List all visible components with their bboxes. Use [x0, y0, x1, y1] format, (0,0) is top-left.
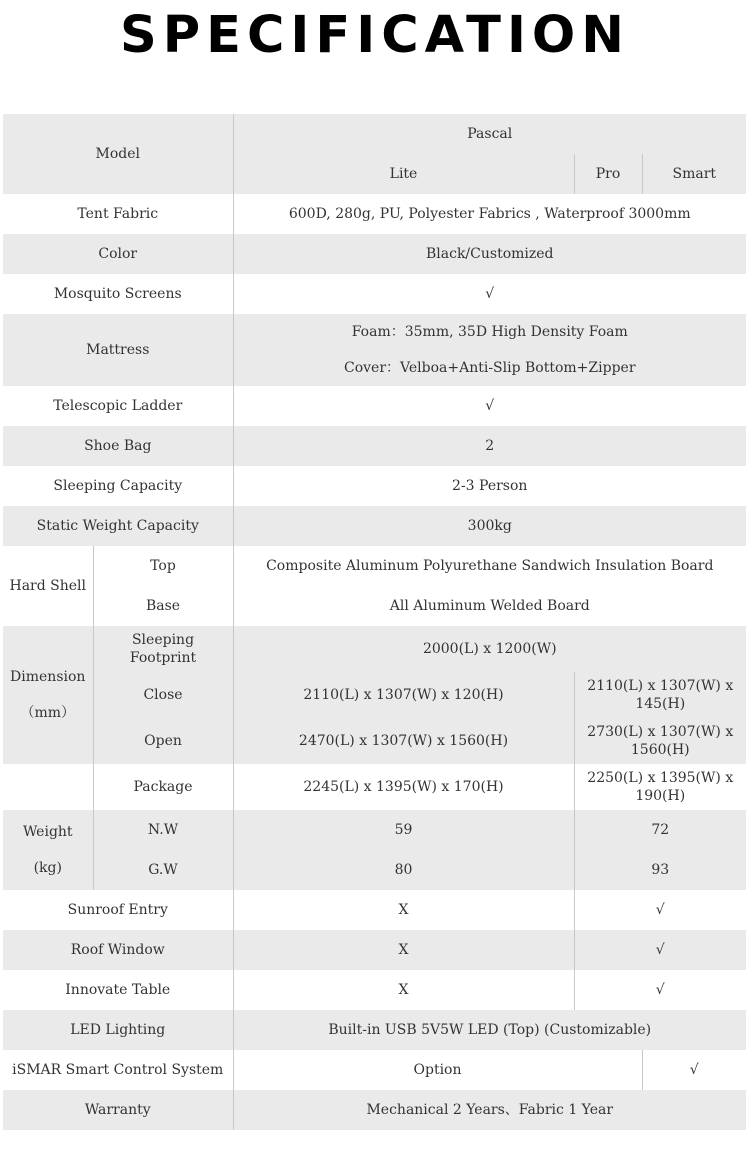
close-smart-value: 2110(L) x 1307(W) x 145(H): [574, 672, 746, 718]
tent-fabric-label: Tent Fabric: [3, 194, 233, 234]
mattress-label: Mattress: [3, 314, 233, 386]
shoe-bag-label: Shoe Bag: [3, 426, 233, 466]
mosquito-row: [3, 274, 746, 314]
check-mark: √: [485, 398, 495, 414]
innovate-table-row: [3, 970, 746, 1010]
cross-mark: X: [233, 970, 574, 1010]
check-mark: √: [655, 982, 665, 998]
shoe-bag-row: [3, 426, 746, 466]
warranty-value: Mechanical 2 Years、Fabric 1 Year: [233, 1090, 746, 1130]
warranty-label: Warranty: [3, 1090, 233, 1130]
ismar-label: iSMAR Smart Control System: [3, 1050, 233, 1090]
hard-shell-base-row: [3, 586, 746, 626]
model-name: Pascal: [233, 114, 746, 154]
led-label: LED Lighting: [3, 1010, 233, 1050]
hard-shell-top-label: Top: [93, 546, 233, 586]
gross-weight-label: G.W: [93, 850, 233, 890]
color-value: Black/Customized: [233, 234, 746, 274]
color-row: [3, 234, 746, 274]
package-smart-value: 2250(L) x 1395(W) x 190(H): [587, 770, 734, 804]
net-weight-smart: 72: [574, 810, 746, 850]
tent-fabric-value: 600D, 280g, PU, Polyester Fabrics , Waterproof 3000mm: [288, 206, 691, 222]
ismar-option-value: Option: [233, 1050, 642, 1090]
hard-shell-base-value: All Aluminum Welded Board: [389, 598, 590, 614]
package-empty-cell: [3, 764, 93, 810]
hard-shell-base-label: Base: [93, 586, 233, 626]
led-row: [3, 1010, 746, 1050]
package-label: Package: [93, 764, 233, 810]
check-mark: √: [689, 1062, 699, 1078]
sleeping-capacity-label: Sleeping Capacity: [3, 466, 233, 506]
innovate-table-label: Innovate Table: [3, 970, 233, 1010]
net-weight-row: [3, 810, 746, 850]
dimension-label: Dimension （mm）: [3, 626, 93, 764]
sleeping-capacity-row: [3, 466, 746, 506]
gross-weight-lite: 80: [233, 850, 574, 890]
mattress-row: [3, 314, 746, 386]
roof-window-label: Roof Window: [3, 930, 233, 970]
cross-mark: X: [233, 930, 574, 970]
gross-weight-row: [3, 850, 746, 890]
variant-smart: Smart: [642, 154, 746, 194]
weight-label: Weight (kg): [3, 810, 93, 890]
open-row: [3, 718, 746, 764]
static-weight-row: [3, 506, 746, 546]
package-lite-value: 2245(L) x 1395(W) x 170(H): [233, 764, 574, 810]
open-lite-value: 2470(L) x 1307(W) x 1560(H): [233, 718, 574, 764]
hard-shell-top-row: [3, 546, 746, 586]
color-label: Color: [3, 234, 233, 274]
mosquito-label: Mosquito Screens: [3, 274, 233, 314]
close-label: Close: [93, 672, 233, 718]
variant-lite: Lite: [233, 154, 574, 194]
net-weight-lite: 59: [233, 810, 574, 850]
tent-fabric-row: [3, 194, 746, 234]
package-row: [3, 764, 746, 810]
sleeping-capacity-value: 2-3 Person: [452, 478, 528, 494]
footprint-value: 2000(L) x 1200(W): [233, 626, 746, 672]
ismar-row: [3, 1050, 746, 1090]
hard-shell-label: Hard Shell: [3, 546, 93, 626]
mattress-value: [233, 314, 746, 386]
hard-shell-top-value: Composite Aluminum Polyurethane Sandwich Insulation Board: [266, 558, 714, 574]
led-value: Built-in USB 5V5W LED (Top) (Customizable): [233, 1010, 746, 1050]
open-label: Open: [93, 718, 233, 764]
variant-pro: Pro: [574, 154, 642, 194]
sunroof-label: Sunroof Entry: [3, 890, 233, 930]
net-weight-label: N.W: [93, 810, 233, 850]
open-smart-value: 2730(L) x 1307(W) x 1560(H): [574, 718, 746, 764]
model-label: Model: [3, 114, 233, 194]
check-mark: √: [485, 286, 495, 302]
mattress-cover: Cover：Velboa+Anti-Slip Bottom+Zipper: [344, 360, 636, 376]
warranty-row: [3, 1090, 746, 1130]
model-row: [3, 114, 746, 154]
roof-window-row: [3, 930, 746, 970]
close-lite-value: 2110(L) x 1307(W) x 120(H): [233, 672, 574, 718]
static-weight-label: Static Weight Capacity: [3, 506, 233, 546]
page-title: SPECIFICATION: [120, 6, 630, 65]
sunroof-row: [3, 890, 746, 930]
cross-mark: X: [233, 890, 574, 930]
gross-weight-smart: 93: [574, 850, 746, 890]
specification-table: [3, 114, 746, 1130]
footprint-row: [3, 626, 746, 672]
close-row: [3, 672, 746, 718]
footprint-label: Sleeping Footprint: [93, 626, 233, 672]
static-weight-value: 300kg: [233, 506, 746, 546]
shoe-bag-value: 2: [233, 426, 746, 466]
ladder-label: Telescopic Ladder: [3, 386, 233, 426]
mattress-foam: Foam：35mm, 35D High Density Foam: [351, 324, 628, 340]
check-mark: √: [655, 902, 665, 918]
check-mark: √: [574, 930, 746, 970]
ladder-row: [3, 386, 746, 426]
